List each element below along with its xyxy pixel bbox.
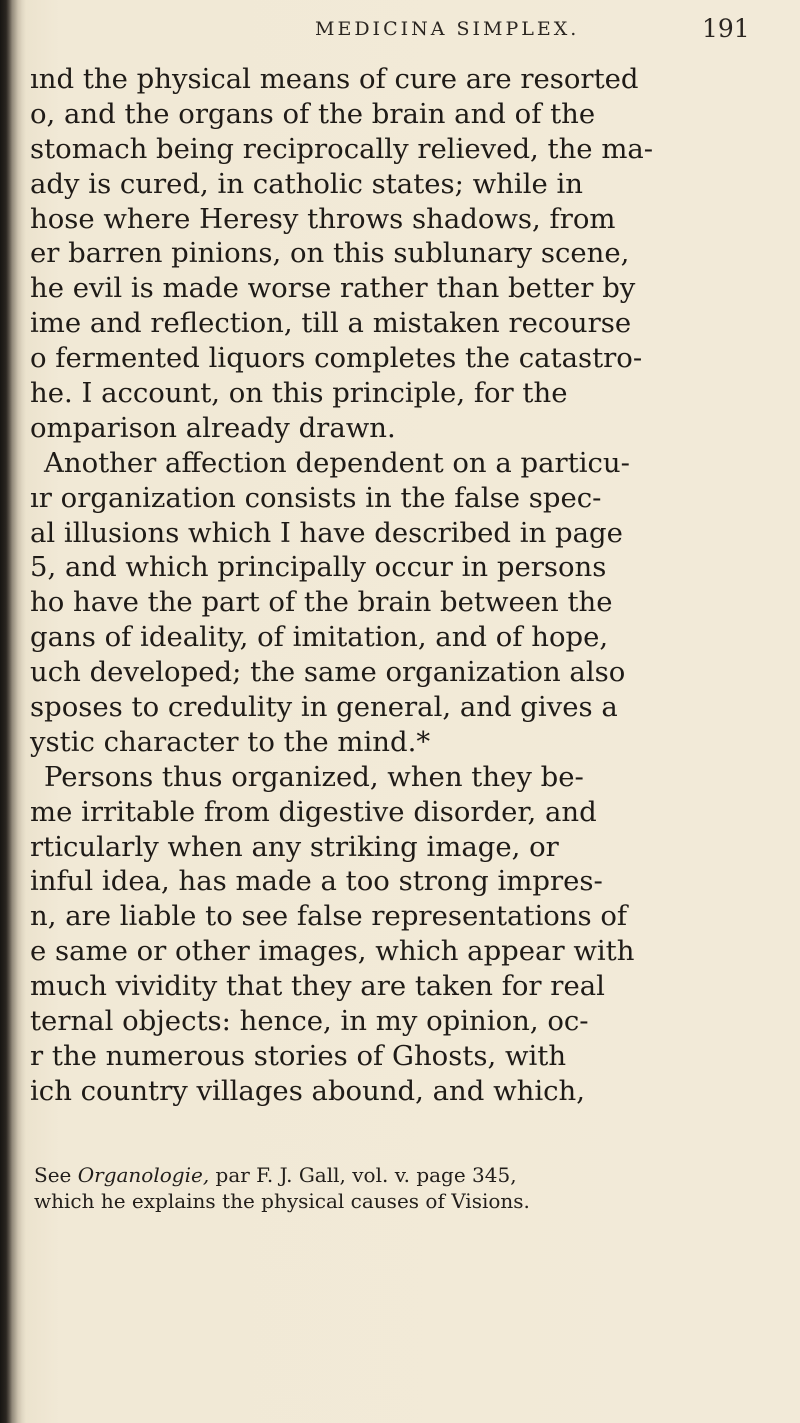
text-line: Another affection dependent on a particu- [44,446,630,479]
text-line: o fermented liquors completes the catastro- [30,342,643,375]
text-line: omparison already drawn. [30,411,396,444]
running-head [0,14,800,48]
text-line: uch developed; the same organization also [30,656,626,689]
text-line: ır organization consists in the false spec- [30,481,602,514]
body-text [30,62,790,1109]
footnote-citation: par F. J. Gall, vol. v. page 345, [209,1163,517,1187]
footnote-line: which he explains the physical causes of Visions. [34,1189,530,1213]
text-line: much vividity that they are taken for real [30,970,605,1003]
text-line: me irritable from digestive disorder, and [30,795,597,828]
text-line: ime and reflection, till a mistaken recourse [30,307,632,340]
text-line: r the numerous stories of Ghosts, with [30,1039,567,1072]
text-line: ystic character to the mind.* [30,725,431,758]
text-line: ady is cured, in catholic states; while in [30,167,584,200]
text-line: hose where Heresy throws shadows, from [30,202,616,235]
text-line: inful idea, has made a too strong impres- [30,865,603,898]
text-line: he evil is made worse rather than better by [30,272,636,305]
footnote-cited-work: Organologie, [77,1163,210,1187]
text-line: n, are liable to see false representations of [30,900,628,933]
text-line: ternal objects: hence, in my opinion, oc- [30,1005,589,1038]
text-line: al illusions which I have described in page [30,516,623,549]
text-line: er barren pinions, on this sublunary scene, [30,237,630,270]
text-line: gans of ideality, of imitation, and of hope, [30,621,609,654]
text-line: ich country villages abound, and which, [30,1074,585,1107]
text-line: sposes to credulity in general, and gives a [30,691,618,724]
footnote-prefix: See [34,1163,78,1187]
text-line: stomach being reciprocally relieved, the ma- [30,132,654,165]
text-line: ho have the part of the brain between the [30,586,613,619]
text-line: 5, and which principally occur in persons [30,551,607,584]
footnote-line [34,1162,794,1188]
text-line: o, and the organs of the brain and of the [30,97,596,130]
footnote [34,1162,794,1214]
running-title: MEDICINA SIMPLEX. [315,18,580,40]
text-line: rticularly when any striking image, or [30,830,559,863]
page-number: 191 [702,14,750,43]
page-gutter-shadow [0,0,26,1423]
text-line: Persons thus organized, when they be- [44,760,584,793]
text-line: ınd the physical means of cure are resorted [30,63,639,95]
text-line: he. I account, on this principle, for the [30,377,568,410]
text-line: e same or other images, which appear with [30,935,635,968]
